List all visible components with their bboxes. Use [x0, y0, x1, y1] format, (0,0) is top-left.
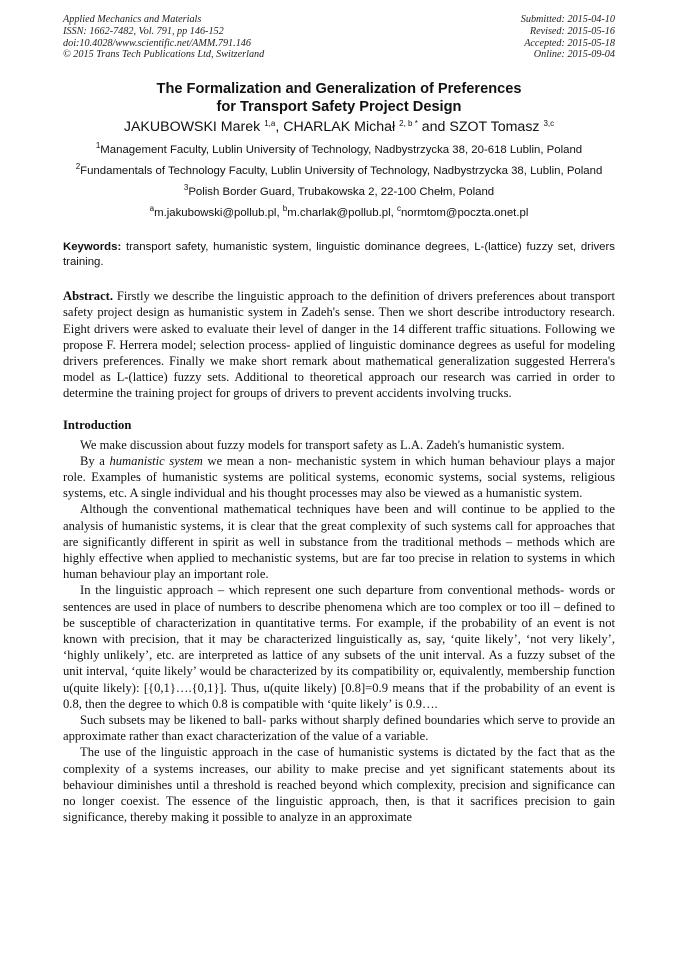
author-list: [63, 118, 615, 137]
email-b[interactable]: m.charlak@pollub.pl,: [287, 207, 397, 220]
keywords-label: Keywords:: [63, 241, 122, 254]
title-line-1: The Formalization and Generalization of Preferences: [156, 81, 522, 98]
intro-paragraph-2-start: By a: [80, 453, 110, 468]
intro-paragraph-2-rest: we mean a non- mechanistic system in which human behaviour plays a major role. Examples of humanistic systems are political systems, economic systems, social systems, religious systems, etc. A single individual and his thought processes may also be viewed as a humanistic system.: [63, 453, 615, 501]
abstract-text: Firstly we describe the linguistic approach to the definition of drivers preferences about transport safety project design as humanistic system in Zadeh's sense. Then we short describe introductory research. Eight drivers were asked to evaluate their level of danger in the 14 different traffic situations. Following we propose F. Herrera model; selection process- applied of linguistic dominance degrees as useful for modeling drivers preferences. Finally we make short remark about mathematical generalization suggested Herrera's model as L-(lattice) fuzzy sets. Additional to theoretical approach our research was carried in order to determine the training project for groups of drivers to prevent accidents involving trucks.: [63, 289, 615, 401]
author-3-sup: 3,c: [543, 119, 555, 129]
journal-copyright: © 2015 Trans Tech Publications Ltd, Switzerland: [63, 49, 265, 61]
abstract-label: Abstract.: [63, 289, 114, 304]
keywords: [63, 240, 615, 270]
author-emails: [63, 205, 615, 221]
email-b-sup: b: [282, 204, 288, 214]
intro-paragraph-4: In the linguistic approach – which represent one such departure from conventional methods- words or sentences are used in place of numbers to describe phenomena which are too complex or too ill – defined to be susceptible of characterization in quantitative terms. For example, if the probability of an event is not known with precision, that it may be characterized linguistically as, say, ‘quite likely’, ‘not very likely’, ‘highly unlikely’, etc. are interpreted as lattice of any subsets of the unit interval. As a fuzzy subset of the unit interval, ‘quite likely’ would be characterized by its compatibility or, equivalently, membership function u(quite likely): [{0,1}….{0,1}]. Thus, u(quite likely) [0.8]=0.9 means that if the probability of an event is 0.8, then the degree to which 0.8 is compatible with ‘quite likely’ is 0.9….: [63, 583, 615, 711]
affiliation-3-text: Polish Border Guard, Trubakowska 2, 22-100 Chełm, Poland: [188, 186, 495, 199]
author-2-sup: 2, b *: [399, 119, 418, 129]
journal-header: [63, 14, 615, 61]
intro-paragraph-2-emphasis: humanistic system: [109, 453, 203, 468]
intro-paragraph-3: Although the conventional mathematical techniques have been and will continue to be applied to the analysis of humanistic systems, it is clear that the great complexity of such systems call for approaches that are significantly different in spirit as well in substance from the traditional methods – methods which are highly effective when applied to mechanistic systems, but are far too precise in relation to systems in which human behaviour play an important role.: [63, 502, 615, 582]
affiliation-1-text: Management Faculty, Lublin University of Technology, Nadbystrzycka 38, 20-618 Lublin, Poland: [100, 144, 583, 157]
author-1: JAKUBOWSKI Marek: [123, 119, 261, 136]
email-a-sup: a: [149, 204, 155, 214]
email-c-sup: c: [396, 204, 401, 214]
submitted-date: Submitted: 2015-04-10: [520, 14, 615, 25]
journal-doi: doi:10.4028/www.scientific.net/AMM.791.146: [63, 37, 251, 49]
section-heading-introduction: Introduction: [63, 417, 132, 432]
revised-date: Revised: 2015-05-16: [529, 25, 615, 37]
journal-name: Applied Mechanics and Materials: [63, 14, 202, 25]
affiliation-3-sup: 3: [183, 183, 189, 193]
affiliation-1-sup: 1: [95, 141, 101, 151]
title-line-2: for Transport Safety Project Design: [216, 99, 462, 116]
abstract: [63, 288, 615, 401]
affiliation-1: [63, 142, 615, 158]
online-date: Online: 2015-09-04: [533, 49, 615, 61]
intro-paragraph-2: [63, 453, 615, 502]
author-3: SZOT Tomasz: [449, 119, 540, 136]
journal-info: [63, 14, 264, 61]
keywords-text: transport safety, humanistic system, linguistic dominance degrees, L-(lattice) fuzzy set, drivers training.: [63, 241, 615, 269]
introduction-body: [63, 437, 615, 826]
affiliation-2-sup: 2: [75, 162, 81, 172]
author-separator-2: and: [417, 119, 450, 136]
journal-issn: ISSN: 1662-7482, Vol. 791, pp 146-152: [63, 25, 224, 37]
email-a[interactable]: m.jakubowski@pollub.pl,: [154, 207, 283, 220]
paper-page: [63, 14, 615, 825]
author-1-sup: 1,a: [264, 119, 276, 129]
affiliation-2: [63, 163, 615, 179]
accepted-date: Accepted: 2015-05-18: [524, 37, 615, 49]
author-separator-1: ,: [275, 119, 284, 136]
author-2: CHARLAK Michał: [283, 119, 396, 136]
intro-paragraph-5: Such subsets may be likened to ball- parks without sharply defined boundaries which serve to provide an approximate rather than exact characterization of the value of a variable.: [63, 713, 615, 744]
paper-title: [63, 80, 615, 116]
intro-paragraph-6: The use of the linguistic approach in the case of humanistic systems is dictated by the fact that as the complexity of a systems increases, our ability to make precise and yet significant statements about its behaviour diminishes until a threshold is reached beyond which complexity, precision and significance can no longer coexist. The essence of the linguistic approach, then, is that it sacrifices precision to gain significance, thereby making it possible to analyze in an approximate: [63, 745, 615, 825]
affiliation-2-text: Fundamentals of Technology Faculty, Lublin University of Technology, Nadbystrzycka 38, Lublin, Poland: [80, 165, 603, 178]
intro-paragraph-1: We make discussion about fuzzy models for transport safety as L.A. Zadeh's humanistic system.: [80, 437, 565, 452]
email-c[interactable]: normtom@poczta.onet.pl: [400, 207, 529, 220]
submission-dates: [521, 14, 615, 61]
affiliation-3: [63, 184, 615, 200]
